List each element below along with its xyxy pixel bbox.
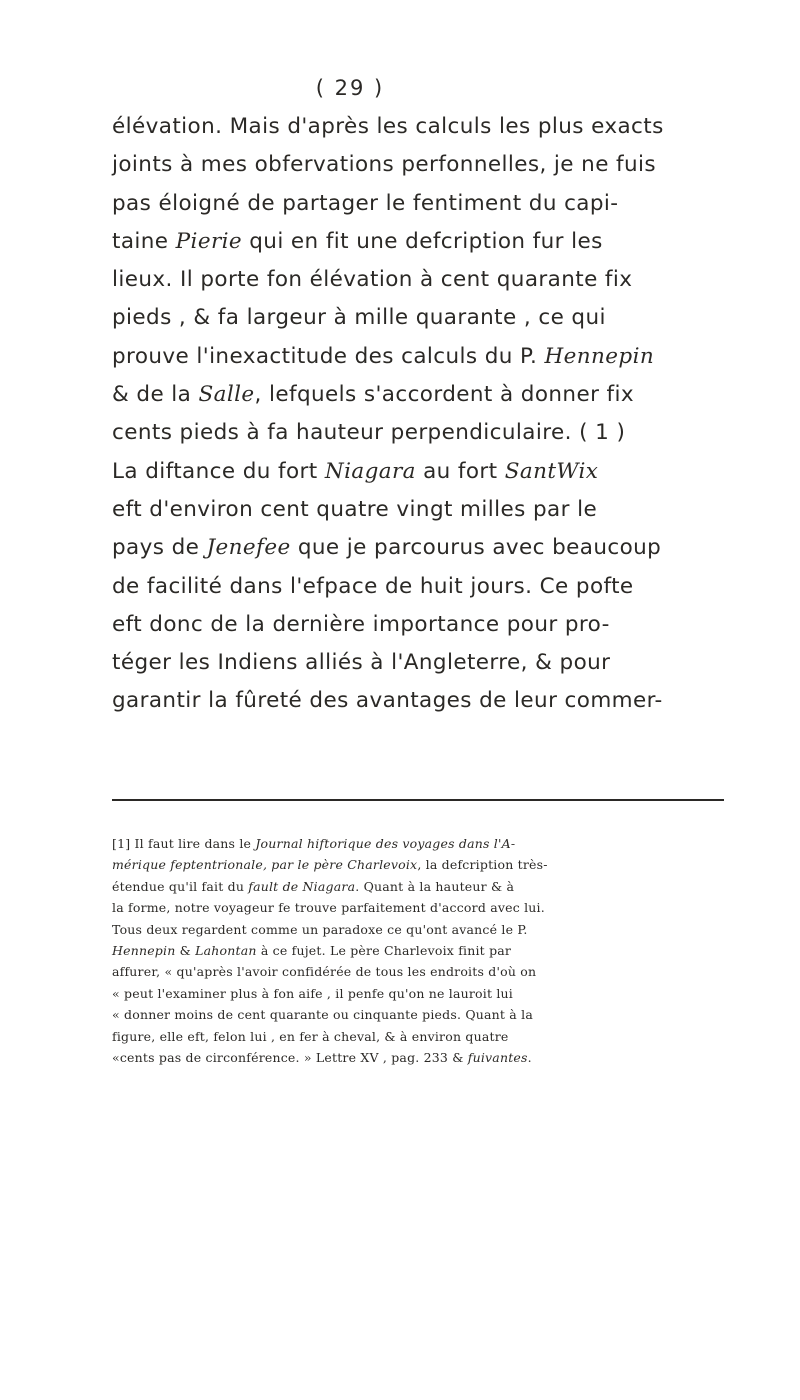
text-segment: de facilité dans l'efpace de huit jours. Ce pofte <box>112 573 634 599</box>
text-line <box>112 491 732 529</box>
italic-text: Niagara <box>324 458 416 484</box>
footnote-line <box>112 919 732 940</box>
text-line <box>112 682 732 720</box>
italic-text: Jenefee <box>206 535 291 561</box>
footnote-line <box>112 897 732 918</box>
text-line <box>112 185 732 223</box>
text-segment: pieds , & fa largeur à mille quarante , ce qui <box>112 305 606 331</box>
italic-text: Journal hiftorique des voyages dans l'A- <box>255 836 516 851</box>
footnote-separator <box>112 799 724 801</box>
footnote-line <box>112 940 732 961</box>
text-segment: au fort <box>415 458 505 484</box>
text-segment: prouve l'inexactitude des calculs du P. <box>112 343 545 369</box>
footnote-line <box>112 1047 732 1068</box>
text-segment: La diftance du fort <box>112 458 325 484</box>
text-line <box>112 606 732 644</box>
text-line <box>112 529 732 567</box>
page-number: ( 29 ) <box>315 76 385 100</box>
text-line <box>112 338 732 376</box>
text-segment: , la defcription très- <box>417 857 548 873</box>
text-segment: étendue qu'il fait du <box>112 878 249 894</box>
text-segment: Tous deux regardent comme un paradoxe ce qu'ont avancé le P. <box>112 921 528 937</box>
text-segment: eft d'environ cent quatre vingt milles par le <box>112 496 598 522</box>
footnote-line <box>112 983 732 1004</box>
text-segment: eft donc de la dernière importance pour pro- <box>112 611 610 637</box>
text-segment: lieux. Il porte fon élévation à cent quarante fix <box>112 267 633 293</box>
italic-text: Lahontan <box>195 942 257 958</box>
italic-text: Salle <box>198 382 255 408</box>
text-line <box>112 376 732 414</box>
text-segment: taine <box>112 228 176 254</box>
footnote <box>112 833 732 1068</box>
italic-text: SantWix <box>504 458 599 484</box>
text-segment: élévation. Mais d'après les calculs les plus exacts <box>112 114 664 139</box>
text-segment: à ce fujet. Le père Charlevoix finit par <box>256 942 512 958</box>
footnote-line <box>112 876 732 897</box>
text-segment: figure, elle eft, felon lui , en fer à cheval, & à environ quatre <box>112 1028 509 1044</box>
text-segment: joints à mes obfervations perfonnelles, je ne fuis <box>112 152 657 178</box>
footnote-line <box>112 1026 732 1047</box>
text-segment: , lefquels s'accordent à donner fix <box>254 382 635 408</box>
main-text <box>112 108 732 721</box>
italic-text: fuivantes <box>467 1049 528 1065</box>
text-segment: « donner moins de cent quarante ou cinquante pieds. Quant à la <box>112 1007 533 1023</box>
text-line <box>112 108 732 146</box>
italic-text: fault de Niagara <box>248 878 356 894</box>
footnote-line <box>112 961 732 982</box>
text-segment: que je parcourus avec beaucoup <box>290 535 662 561</box>
text-segment: [1] Il faut lire dans le <box>112 836 256 851</box>
text-segment: & <box>175 942 196 958</box>
italic-text: Hennepin <box>112 942 176 958</box>
text-line <box>112 299 732 337</box>
text-segment: téger les Indiens alliés à l'Angleterre, & pour <box>112 650 611 676</box>
text-segment: . <box>527 1049 532 1065</box>
text-segment: pays de <box>112 535 207 561</box>
footnote-line <box>112 854 732 875</box>
text-line <box>112 261 732 299</box>
text-segment: cents pieds à fa hauteur perpendiculaire. ( 1 ) <box>112 420 626 446</box>
text-line <box>112 223 732 261</box>
text-segment: affurer, « qu'après l'avoir confidérée de tous les endroits d'où on <box>112 964 537 980</box>
text-segment: qui en fit une defcription fur les <box>242 228 603 254</box>
italic-text: Hennepin <box>544 343 655 369</box>
text-segment: « peut l'examiner plus à fon aife , il penfe qu'on ne lauroit lui <box>112 985 514 1001</box>
footnote-line <box>112 833 732 854</box>
footnote-line <box>112 1004 732 1025</box>
italic-text: Pierie <box>175 228 243 254</box>
text-line <box>112 568 732 606</box>
text-line <box>112 453 732 491</box>
text-segment: . Quant à la hauteur & à <box>355 878 515 894</box>
text-segment: & de la <box>112 382 199 408</box>
text-segment: la forme, notre voyageur fe trouve parfaitement d'accord avec lui. <box>112 900 545 916</box>
text-segment: pas éloigné de partager le fentiment du capi- <box>112 190 619 216</box>
text-line <box>112 414 732 452</box>
text-line <box>112 644 732 682</box>
text-segment: «cents pas de circonférence. » Lettre XV , pag. 233 & <box>112 1049 468 1065</box>
italic-text: mérique feptentrionale, par le père Charlevoix <box>112 857 418 873</box>
text-line <box>112 146 732 184</box>
text-segment: garantir la fûreté des avantages de leur commer- <box>112 688 663 714</box>
